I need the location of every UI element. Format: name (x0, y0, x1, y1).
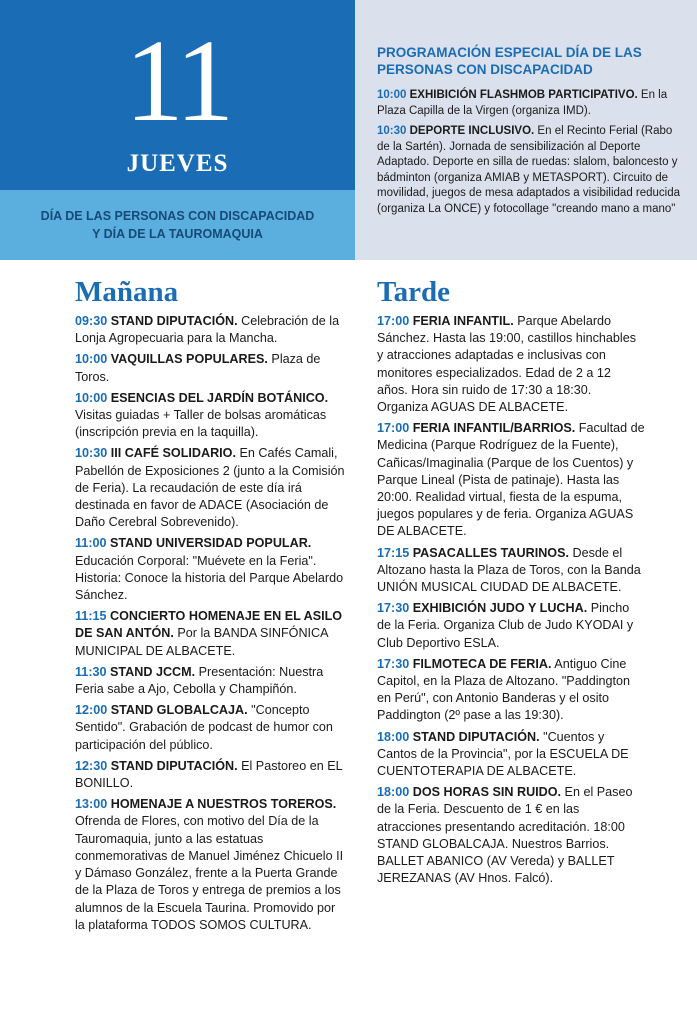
event-item (75, 390, 345, 442)
event-item (377, 420, 645, 540)
event-description: Desde el Altozano hasta la Plaza de Toros, con la Banda UNIÓN MUSICAL CIUDAD DE ALBACETE. (377, 545, 641, 595)
day-subtitle-block (0, 190, 355, 260)
day-subtitle (21, 207, 335, 243)
event-title: STAND DIPUTACIÓN. (110, 758, 238, 773)
event-time: 17:30 (377, 601, 410, 616)
event-description: El Pastoreo en EL BONILLO. (75, 758, 343, 791)
event-time: 11:00 (75, 536, 107, 551)
event-time: 09:30 (75, 314, 108, 328)
afternoon-event-list (377, 313, 645, 888)
event-title: HOMENAJE A NUESTROS TOREROS. (110, 797, 337, 812)
event-time: 17:15 (377, 545, 410, 560)
event-title: EXHIBICIÓN JUDO Y LUCHA. (412, 601, 588, 616)
event-description: Celebración de la Lonja Agropecuaria para la Mancha. (75, 314, 340, 346)
event-description: Antiguo Cine Capitol, en la Plaza de Altozano. "Paddington en Perú", con Antonio Banderas y el osito Paddington (2º pase a las 19:30). (377, 656, 631, 723)
event-item (377, 600, 645, 652)
event-title: DEPORTE INCLUSIVO. (409, 125, 535, 137)
morning-column (75, 275, 345, 938)
event-description: Visitas guiadas + Taller de bolsas aromáticas (inscripción previa en la taquilla). (75, 408, 327, 440)
event-item (377, 784, 645, 887)
header-left (0, 0, 355, 260)
event-time: 10:00 (75, 352, 108, 367)
event-item (75, 351, 345, 385)
event-title: EXHIBICIÓN FLASHMOB PARTICIPATIVO. (409, 89, 638, 101)
event-description: "Cuentos y Cantos de la Provincia", por la ESCUELA DE CUENTOTERAPIA DE ALBACETE. (377, 729, 629, 779)
event-title: STAND JCCM. (110, 664, 196, 679)
special-item (377, 124, 683, 217)
event-description: Presentación: Nuestra Feria sabe a Ajo, Cebolla y Champiñón. (75, 664, 324, 697)
event-title: STAND DIPUTACIÓN. (412, 729, 540, 744)
event-description: "Concepto Sentido". Grabación de podcast de humor con participación del público. (75, 703, 333, 752)
event-item (377, 313, 645, 416)
event-title: STAND GLOBALCAJA. (110, 703, 248, 718)
event-time: 12:00 (75, 703, 108, 718)
event-time: 17:30 (377, 656, 410, 671)
event-description: Ofrenda de Flores, con motivo del Día de la Tauromaquia, junto a las estatuas conmemorativas de Manuel Jiménez Chicuelo II y Dámaso González, frente a la Puerta Grande de la Plaza de Toros y entrega de premios a los alumnos de la Escuela Taurina. Promovido por la plataforma TODOS SOMOS CULTURA. (75, 814, 344, 932)
event-description: En Cafés Camali, Pabellón de Exposiciones 2 (junto a la Comisión de Feria). La recaudación de este día irá destinada en favor de ADACE (Asociación de Daño Cerebral Sobrevenido). (75, 446, 345, 530)
afternoon-title: Tarde (377, 276, 451, 308)
event-item (377, 545, 645, 597)
event-item (75, 535, 345, 604)
event-item (75, 313, 345, 347)
date-block (0, 0, 355, 190)
event-time: 17:00 (377, 314, 410, 328)
event-time: 10:30 (75, 446, 108, 461)
day-subtitle-line2: Y DÍA DE LA TAUROMAQUIA (92, 227, 263, 241)
event-item (377, 729, 645, 781)
event-title: FILMOTECA DE FERIA. (412, 656, 552, 671)
event-time: 12:30 (75, 758, 108, 773)
day-number: 11 (124, 15, 231, 146)
event-time: 10:30 (377, 125, 407, 137)
event-title: FERIA INFANTIL. (412, 314, 514, 328)
event-item (75, 796, 345, 934)
event-title: ESENCIAS DEL JARDÍN BOTÁNICO. (110, 390, 329, 405)
event-description: Parque Abelardo Sánchez. Hasta las 19:00, castillos hinchables y atracciones adaptadas e inclusivas con monitores especializados. Edad de 2 a 12 años. Hora sin ruido de 17:30 a 18:30. Organiza AGUAS DE ALBACETE. (377, 314, 637, 415)
day-subtitle-line1: DÍA DE LAS PERSONAS CON DISCAPACIDAD (40, 209, 315, 223)
special-item (377, 88, 683, 119)
morning-event-list (75, 313, 345, 934)
event-time: 11:30 (75, 664, 107, 679)
event-title: III CAFÉ SOLIDARIO. (110, 446, 236, 461)
special-program-title: PROGRAMACIÓN ESPECIAL DÍA DE LAS PERSONAS CON DISCAPACIDAD (377, 45, 642, 77)
event-time: 18:00 (377, 729, 410, 744)
event-item (75, 758, 345, 792)
event-title: CONCIERTO HOMENAJE EN EL ASILO DE SAN ANTÓN. (75, 609, 343, 641)
afternoon-column (377, 275, 645, 892)
event-title: VAQUILLAS POPULARES. (110, 352, 268, 367)
day-name: JUEVES (126, 150, 229, 177)
event-time: 10:00 (75, 390, 108, 405)
event-item (75, 608, 345, 660)
event-title: STAND UNIVERSIDAD POPULAR. (110, 536, 312, 551)
event-title: STAND DIPUTACIÓN. (110, 314, 238, 328)
event-description: En la Plaza Capilla de la Virgen (organiza IMD). (377, 89, 668, 117)
event-title: FERIA INFANTIL/BARRIOS. (412, 421, 576, 436)
event-description: Educación Corporal: "Muévete en la Feria". Historia: Conoce la historia del Parque Abelardo Sánchez. (75, 553, 344, 603)
event-description: Pincho de la Feria. Organiza Club de Judo KYODAI y Club Deportivo ESLA. (377, 601, 634, 650)
event-description: En el Paseo de la Feria. Descuento de 1 € en las atracciones presentando acreditación. 18:00 STAND GLOBALCAJA. Nuestros Barrios. BALLET ABANICO (AV Vereda) y BALLET JEREZANAS (AV Hnos. Falcó). (377, 785, 633, 886)
event-time: 11:15 (75, 609, 107, 624)
event-time: 18:00 (377, 785, 410, 800)
special-program-box (355, 0, 697, 260)
event-description: Facultad de Medicina (Parque Rodríguez de la Fuente), Cañicas/Imaginalia (Parque de los Cuentos) y Parque Lineal (Pista de patinaje). Hasta las 20:00. Realidad virtual, fiesta de la espuma, juegos populares y de feria. Organiza AGUAS DE ALBACETE. (377, 421, 645, 539)
event-time: 13:00 (75, 797, 108, 812)
event-time: 17:00 (377, 421, 410, 436)
event-description: En el Recinto Ferial (Rabo de la Sartén). Jornada de sensibilización al Deporte Adaptado. Deporte en silla de ruedas: slalom, baloncesto y bádminton (organiza AMIAB y METASPORT). Circuito de movilidad, juegos de mesa adaptados a visibilidad reducida (organiza La ONCE) y fotocollage "creando mano a mano" (377, 125, 681, 215)
event-time: 10:00 (377, 89, 407, 101)
event-item (377, 656, 645, 725)
event-item (75, 445, 345, 531)
event-item (75, 702, 345, 754)
morning-title: Mañana (75, 276, 179, 308)
event-description: Por la BANDA SINFÓNICA MUNICIPAL DE ALBACETE. (75, 626, 328, 658)
event-title: DOS HORAS SIN RUIDO. (412, 785, 562, 800)
event-title: PASACALLES TAURINOS. (412, 545, 569, 560)
event-description: Plaza de Toros. (75, 352, 321, 384)
event-item (75, 664, 345, 698)
